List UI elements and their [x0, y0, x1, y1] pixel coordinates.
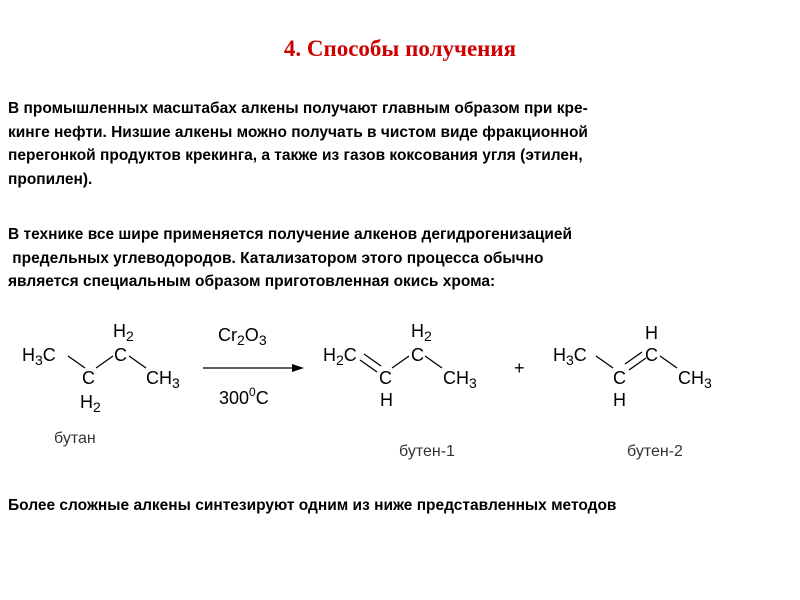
caption-butene2: бутен-2 — [627, 443, 683, 460]
slide-title: 4. Способы получения — [283, 36, 517, 61]
formula-fragment: C — [114, 345, 127, 365]
paragraph-complex-alkenes: Более сложные алкены синтезируют одним из ниже представленных методов — [8, 497, 617, 514]
formula-fragment: H — [613, 390, 626, 410]
paragraph-line: является специальным образом приготовленная окись хрома: — [8, 273, 496, 290]
paragraph-line: кинге нефти. Низшие алкены можно получать в чистом виде фракционной — [8, 123, 588, 141]
formula-fragment: $CH_3$ — [443, 368, 477, 391]
bond — [96, 356, 113, 368]
plus-sign: + — [514, 358, 525, 378]
paragraph-line: В технике все шире применяется получение алкенов дегидрогенизацией — [8, 226, 573, 243]
paragraph-line: В промышленных масштабах алкены получают главным образом при кре- — [8, 100, 588, 117]
formula-fragment: $H_3C$ — [22, 345, 56, 368]
formula-fragment: $CH_3$ — [678, 368, 712, 391]
bond — [596, 356, 613, 368]
formula-fragment: C — [613, 368, 626, 388]
bond — [129, 356, 146, 368]
paragraph-line: пропилен). — [8, 170, 93, 188]
bond — [392, 356, 409, 368]
formula-fragment: C — [645, 345, 658, 365]
butene2-structure — [553, 323, 712, 410]
formula-fragment: $H_3C$ — [553, 345, 587, 368]
butane-structure — [22, 321, 180, 415]
bond — [425, 356, 442, 368]
formula-fragment: $H_2$ — [411, 321, 432, 344]
butene1-structure — [323, 321, 477, 410]
formula-fragment: H — [380, 390, 393, 410]
formula-fragment: $CH_3$ — [146, 368, 180, 391]
formula-fragment: $H_2C$ — [323, 345, 357, 368]
formula-fragment: $H_2$ — [80, 392, 101, 415]
caption-butane: бутан — [54, 430, 96, 447]
formula-fragment: $H_2$ — [113, 321, 134, 344]
formula-fragment: C — [411, 345, 424, 365]
paragraph-line: предельных углеводородов. Катализатором этого процесса обычно — [8, 249, 544, 267]
formula-fragment: C — [82, 368, 95, 388]
bond — [660, 356, 677, 368]
arrow-head — [292, 364, 304, 372]
temperature-label: $300^0C$ — [219, 385, 269, 408]
formula-fragment: H — [645, 323, 658, 343]
paragraph-line: перегонкой продуктов крекинга, а также из газов коксования угля (этилен, — [8, 147, 583, 164]
reaction-arrow — [203, 325, 304, 408]
catalyst-label: $Cr_2O_3$ — [218, 325, 267, 348]
caption-butene1: бутен-1 — [399, 443, 455, 460]
bond — [68, 356, 85, 368]
formula-fragment: C — [379, 368, 392, 388]
